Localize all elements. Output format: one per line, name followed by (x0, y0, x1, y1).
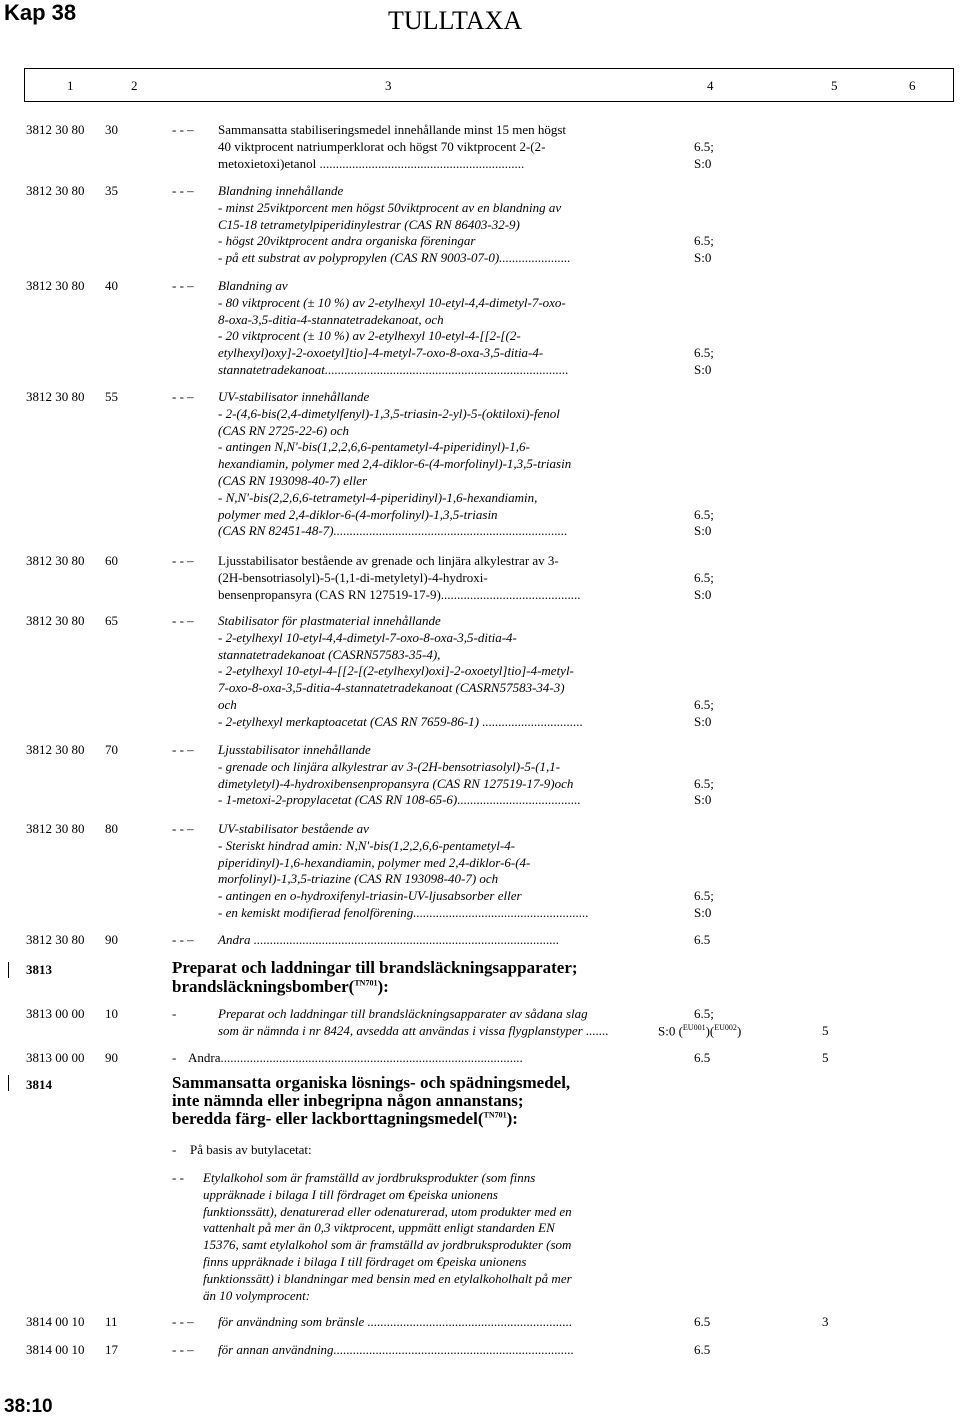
duty-rate: S:0 ($^{EU001}$)($^{EU002}$) (658, 1022, 742, 1039)
subheading-code: 60 (105, 553, 118, 568)
footnote-ref: TN701 (354, 978, 378, 988)
cn-code: 3813 00 00 (26, 1050, 85, 1065)
description-line: - högst 20viktprocent andra organiska föreningar (218, 233, 476, 249)
heading-text: Preparat och laddningar till brandsläckningsapparater; (172, 958, 578, 977)
cn-code: 3812 30 80 (26, 183, 85, 198)
subheading-code: 11 (105, 1314, 118, 1329)
duty-rate: 6.5 (694, 1342, 711, 1357)
subheading-code: 65 (105, 613, 118, 628)
cn-code: 3812 30 80 (26, 122, 85, 137)
indent-dashes: - - – (172, 389, 194, 404)
duty-rate: S:0 (694, 362, 712, 377)
supplementary-unit: 3 (822, 1314, 829, 1329)
description-line: - 2-(4,6-bis(2,4-dimetylfenyl)-1,3,5-triasin-2-yl)-5-(oktiloxi)-fenol (218, 405, 560, 421)
description-line: Preparat och laddningar till brandsläckningsapparater av sådana slag (218, 1006, 588, 1021)
indent-dashes: - - – (172, 821, 194, 836)
indent-dashes: - - – (172, 122, 194, 137)
supplementary-unit: 5 (822, 1022, 829, 1038)
description-line: - Steriskt hindrad amin: N,N'-bis(1,2,2,6,6-pentametyl-4- (218, 837, 516, 853)
indent-dashes: - - – (172, 183, 194, 198)
description-line: Blandning av (218, 278, 288, 293)
description-line: 40 viktprocent natriumperklorat och högst 70 viktprocent 2-(2- (218, 138, 546, 154)
description-line: Ljusstabilisator bestående av grenade och linjära alkylestrar av 3- (218, 553, 559, 568)
description-line: som är nämnda i nr 8424, avsedda att användas i vissa flygplanstyper ....... (218, 1022, 609, 1038)
duty-rate: 6.5; (694, 233, 714, 249)
description-line: - antingen en o-hydroxifenyl-triasin-UV-ljusabsorber eller (218, 888, 522, 904)
description-line: stannatetradekanoat (CASRN57583-35-4), (218, 646, 441, 662)
indent-dashes: - (172, 1142, 177, 1157)
duty-rate: S:0 (694, 713, 712, 729)
description-line: för annan användning.......................................................................... (218, 1342, 575, 1357)
description-line: - 1-metoxi-2-propylacetat (CAS RN 108-65-6)...................................... (218, 792, 581, 808)
description-line: - 2-etylhexyl 10-etyl-4-[[2-[(2-etylhexyl)oxi]-2-oxoetyl]tio]-4-metyl- (218, 663, 574, 679)
cn-code: 3812 30 80 (26, 821, 85, 836)
cn-code: 3812 30 80 (26, 932, 85, 947)
column-1: 1 (67, 78, 74, 93)
description-line: Andra............................................................................................. (188, 1050, 523, 1065)
duty-rate: S:0 (694, 250, 712, 266)
duty-rate: 6.5 (694, 1314, 711, 1329)
description-line: morfolinyl)-1,3,5-triazine (CAS RN 193098-40-7) och (218, 871, 499, 887)
indent-dashes: - - – (172, 932, 194, 947)
cn-code: 3814 00 10 (26, 1342, 85, 1357)
duty-rate: 6.5; (694, 138, 714, 154)
description-line: (CAS RN 2725-22-6) och (218, 422, 350, 438)
heading-text: brandsläckningsbomber($^{TN701}$): (172, 977, 389, 996)
duty-rate: S:0 (694, 155, 712, 171)
subheading-code: 80 (105, 821, 118, 836)
heading-code: 3813 (26, 962, 52, 977)
cn-code: 3814 00 10 (26, 1314, 85, 1329)
description-line: stannatetradekanoat........................................................................... (218, 362, 569, 377)
subheading-code: 55 (105, 389, 118, 404)
cn-code: 3812 30 80 (26, 389, 85, 404)
description-line: piperidinyl)-1,6-hexandiamin, polymer med 2,4-diklor-6-(4- (218, 854, 531, 870)
description-line: (CAS RN 82451-48-7)........................................................................ (218, 523, 568, 539)
description-line: dimetyletyl)-4-hydroxibensenpropansyra (CAS RN 127519-17-9)och (218, 775, 574, 791)
description-line: etylhexyl)oxy]-2-oxoetyl]tio]-4-metyl-7-oxo-8-oxa-3,5-ditia-4- (218, 345, 544, 361)
description-line: - 2-etylhexyl 10-etyl-4,4-dimetyl-7-oxo-8-oxa-3,5-ditia-4- (218, 629, 517, 645)
duty-rate: S:0 (694, 523, 712, 539)
description-line: funktionssätt) i blandningar med bensin med en etylalkoholhalt på mer (203, 1270, 572, 1286)
column-5: 5 (831, 78, 838, 93)
column-6: 6 (909, 78, 916, 93)
subheading-code: 90 (105, 932, 118, 947)
heading-text: inte nämnda eller inbegripna någon annanstans; (172, 1091, 524, 1110)
page-title: TULLTAXA (388, 6, 523, 35)
cn-code: 3813 00 00 (26, 1006, 85, 1021)
cn-code: 3812 30 80 (26, 553, 85, 568)
description-line: Blandning innehållande (218, 183, 344, 198)
description-line: - antingen N,N'-bis(1,2,2,6,6-pentametyl-4-piperidinyl)-1,6- (218, 439, 530, 455)
cn-code: 3812 30 80 (26, 742, 85, 757)
description-line: 8-oxa-3,5-ditia-4-stannatetradekanoat, och (218, 311, 444, 327)
duty-rate: 6.5; (694, 888, 714, 904)
indent-dashes: - (172, 1006, 177, 1021)
description-line: UV-stabilisator bestående av (218, 821, 369, 836)
heading-text: Sammansatta organiska lösnings- och spädningsmedel, (172, 1073, 571, 1092)
description-line: än 10 volymprocent: (203, 1287, 311, 1303)
description-line: (2H-bensotriasolyl)-5-(1,1-di-metyletyl)-4-hydroxi- (218, 569, 488, 585)
duty-rate: S:0 (694, 792, 712, 808)
subheading-code: 10 (105, 1006, 118, 1021)
duty-rate: 6.5; (694, 569, 714, 585)
column-header (24, 68, 954, 102)
page-number: 38:10 (4, 1396, 53, 1417)
indent-dashes: - - – (172, 278, 194, 293)
supplementary-unit: 5 (822, 1050, 829, 1065)
subheading-code: 90 (105, 1050, 118, 1065)
description-line: Ljusstabilisator innehållande (218, 742, 371, 757)
description-line: - 20 viktprocent (± 10 %) av 2-etylhexyl 10-etyl-4-[[2-[(2- (218, 328, 521, 344)
indent-dashes: - - – (172, 1314, 194, 1329)
indent-dashes: - - – (172, 553, 194, 568)
subheading-code: 30 (105, 122, 118, 137)
description-line: UV-stabilisator innehållande (218, 389, 370, 404)
subheading-code: 40 (105, 278, 118, 293)
description-line: hexandiamin, polymer med 2,4-diklor-6-(4-morfolinyl)-1,3,5-triasin (218, 456, 572, 472)
duty-rate: S:0 (694, 905, 712, 920)
description-line: 15376, samt etylalkohol som är framställd av jordbruksprodukter (som (203, 1237, 572, 1253)
description-line: vattenhalt på mer än 0,3 viktprocent, uppmätt enligt standarden EN (203, 1220, 555, 1236)
column-3: 3 (385, 78, 392, 93)
cn-code: 3812 30 80 (26, 613, 85, 628)
description-line: På basis av butylacetat: (190, 1142, 312, 1157)
heading-text: beredda färg- eller lackborttagningsmedel($^{TN701}$): (172, 1109, 518, 1128)
duty-rate: 6.5; (694, 506, 714, 522)
duty-rate: 6.5 (694, 932, 711, 947)
subheading-code: 70 (105, 742, 118, 757)
description-line: Sammansatta stabiliseringsmedel innehållande minst 15 men högst (218, 122, 567, 137)
description-line: Stabilisator för plastmaterial innehållande (218, 613, 441, 628)
indent-dashes: - - – (172, 613, 194, 628)
description-line: bensenpropansyra (CAS RN 127519-17-9)........................................... (218, 586, 581, 602)
duty-rate: 6.5; (694, 697, 714, 712)
duty-rate: 6.5 (694, 1050, 711, 1065)
column-4: 4 (707, 78, 714, 93)
heading-text-part: brandsläckningsbomber (172, 977, 349, 996)
chapter-label: Kap 38 (4, 0, 77, 25)
heading-code: 3814 (26, 1077, 52, 1092)
duty-rate: 6.5; (694, 345, 714, 361)
description-line: - 2-etylhexyl merkaptoacetat (CAS RN 7659-86-1) ............................... (218, 713, 583, 729)
column-2: 2 (131, 78, 138, 93)
description-line: (CAS RN 193098-40-7) eller (218, 473, 368, 488)
duty-rate: 6.5; (694, 775, 714, 791)
subheading-code: 17 (105, 1342, 118, 1357)
description-line: - minst 25viktporcent men högst 50viktprocent av en blandning av (218, 199, 562, 215)
description-line: - N,N'-bis(2,2,6,6-tetrametyl-4-piperidinyl)-1,6-hexandiamin, (218, 489, 538, 505)
description-line: polymer med 2,4-diklor-6-(4-morfolinyl)-1,3,5-triasin (218, 506, 498, 522)
description-line: Etylalkohol som är framställd av jordbruksprodukter (som finns (203, 1170, 536, 1185)
duty-rate: S:0 (694, 586, 712, 602)
description-line: Andra .............................................................................................. (218, 932, 560, 947)
duty-rate: 6.5; (694, 1006, 714, 1021)
description-line: - en kemiskt modifierad fenolförening...................................................... (218, 905, 589, 920)
cn-code: 3812 30 80 (26, 278, 85, 293)
indent-dashes: - (172, 1050, 177, 1065)
description-line: C15-18 tetrametylpiperidinylestrar (CAS RN 86403-32-9) (218, 216, 520, 232)
indent-dashes: - - – (172, 1342, 194, 1357)
description-line: funktionssätt), denaturerad eller odenaturerad, utom produkter med en (203, 1203, 572, 1219)
description-line: finns uppräknade i bilaga I till fördraget om €peiska unionens (203, 1254, 527, 1269)
description-line: metoxietoxi)etanol ............................................................... (218, 155, 525, 171)
description-line: uppräknade i bilaga I till fördraget om €peiska unionens (203, 1186, 498, 1202)
description-line: 7-oxo-8-oxa-3,5-ditia-4-stannatetradekanoat (CASRN57583-34-3) (218, 680, 565, 696)
description-line: - grenade och linjära alkylestrar av 3-(2H-bensotriasolyl)-5-(1,1- (218, 758, 561, 774)
description-line: - på ett substrat av polypropylen (CAS RN 9003-07-0)...................... (218, 250, 571, 266)
subheading-code: 35 (105, 183, 118, 198)
indent-dashes: - - (172, 1170, 184, 1185)
description-line: och (218, 697, 237, 712)
description-line: - 80 viktprocent (± 10 %) av 2-etylhexyl 10-etyl-4,4-dimetyl-7-oxo- (218, 294, 566, 310)
indent-dashes: - - – (172, 742, 194, 757)
change-bar (8, 962, 9, 978)
change-bar (8, 1075, 9, 1091)
description-line: för användning som bränsle ............................................................... (218, 1314, 573, 1329)
